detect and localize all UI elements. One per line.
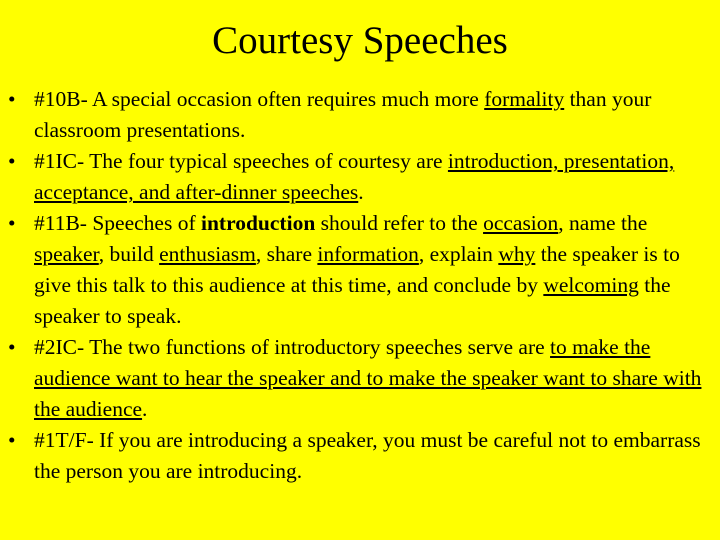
bullet-text: #11B- Speeches of <box>34 211 201 235</box>
bullet-text: the speaker to speak. <box>34 273 671 328</box>
bullet-text: than your classroom presentations. <box>34 87 652 142</box>
bullet-item <box>0 84 720 146</box>
underlined-text: why <box>498 242 536 266</box>
bullet-text: #2IC- The two functions of introductory speeches serve are <box>34 335 551 359</box>
underlined-text: enthusiasm <box>159 242 256 266</box>
bullet-list <box>0 84 720 487</box>
bullet-dot-icon: • <box>8 87 16 111</box>
bullet-text: , explain <box>418 242 499 266</box>
underlined-text: speaker <box>34 242 99 266</box>
bullet-dot-icon: • <box>8 428 16 452</box>
bullet-item <box>0 425 720 487</box>
bullet-item <box>0 208 720 332</box>
underlined-text: introduction, presentation, acceptance, and after-dinner speeches <box>34 149 675 204</box>
underlined-text: welcoming <box>543 273 639 297</box>
underlined-text: occasion <box>483 211 559 235</box>
bullet-dot-icon: • <box>8 335 16 359</box>
bold-text: introduction <box>200 211 316 235</box>
underlined-text: information <box>317 242 419 266</box>
bullet-item <box>0 332 720 425</box>
underlined-text: formality <box>484 87 565 111</box>
bullet-text: . <box>142 397 148 421</box>
bullet-text: , share <box>255 242 318 266</box>
bullet-item <box>0 146 720 208</box>
bullet-text: the speaker is to give this talk to this audience at this time, and conclude by <box>34 242 680 297</box>
bullet-text: should refer to the <box>315 211 484 235</box>
bullet-text: . <box>358 180 364 204</box>
slide-title: Courtesy Speeches <box>212 19 508 62</box>
bullet-text: , build <box>98 242 160 266</box>
underlined-text: to make the audience want to hear the speaker and to make the speaker want to share with the audience <box>34 335 702 421</box>
bullet-text: , name the <box>558 211 648 235</box>
bullet-dot-icon: • <box>8 211 16 235</box>
bullet-text: #1T/F- If you are introducing a speaker, you must be careful not to embarrass the person you are introducing. <box>34 428 701 483</box>
bullet-dot-icon: • <box>8 149 16 173</box>
bullet-text: #1IC- The four typical speeches of courtesy are <box>34 149 448 173</box>
bullet-text: #10B- A special occasion often requires much more <box>34 87 485 111</box>
